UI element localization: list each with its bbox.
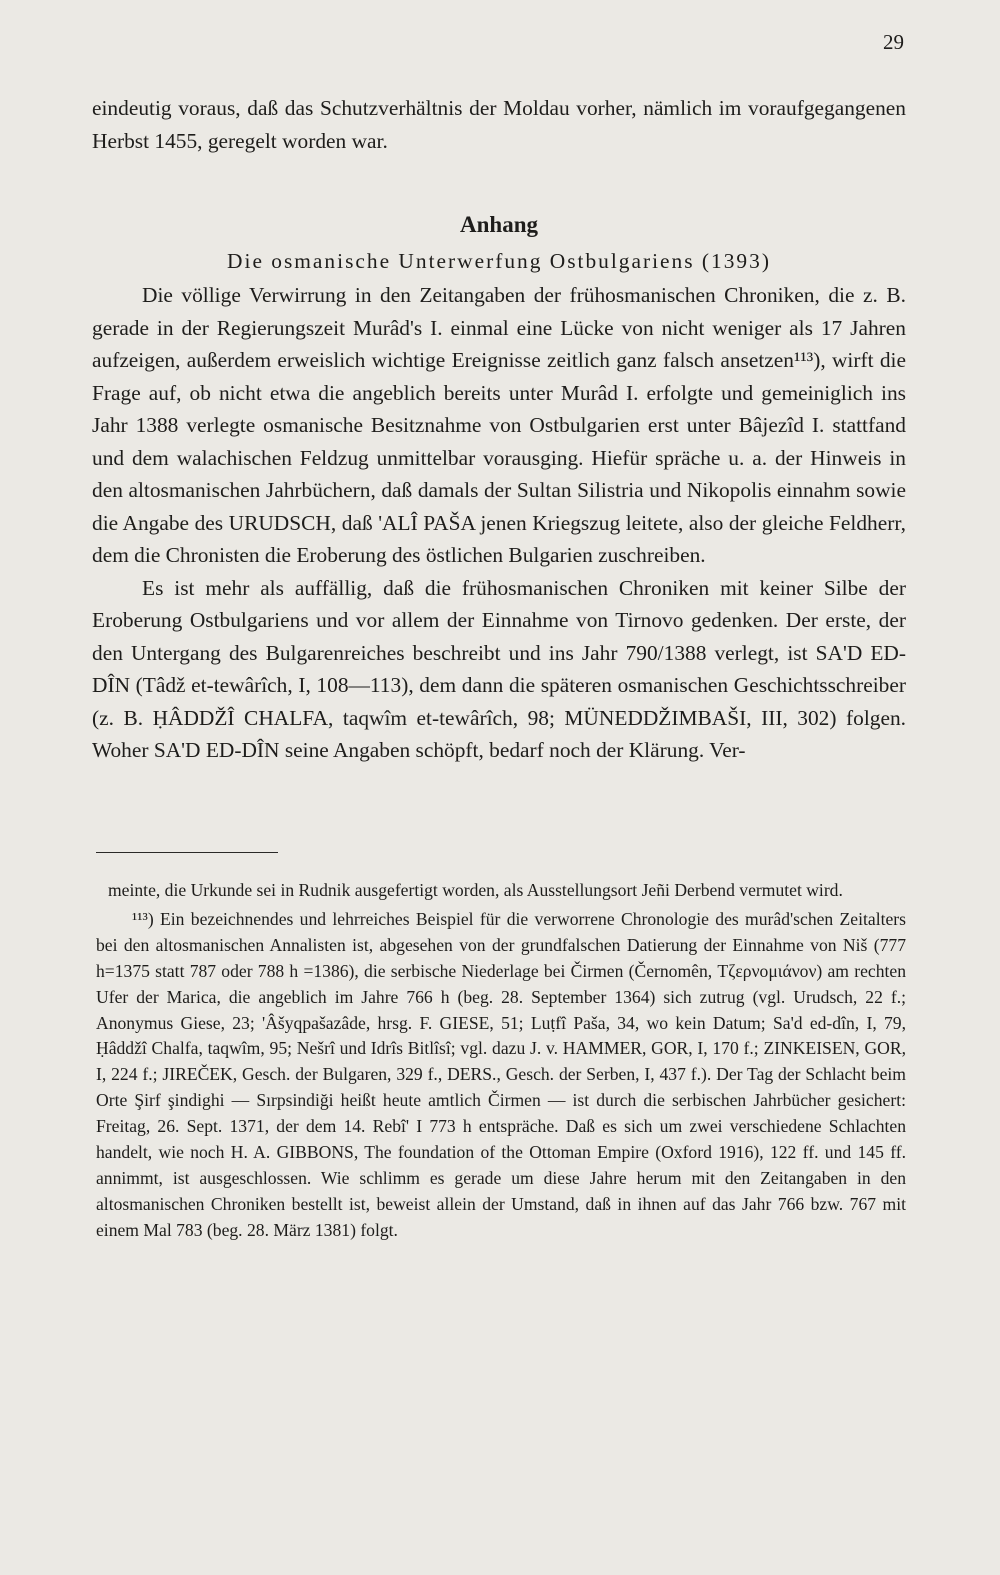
footnote-113: ¹¹³) Ein bezeichnendes und lehrreiches Beispiel für die verworrene Chronologie des murâd'schen Zeitalters bei den altosmanischen Annalisten ist, abgesehen von der grundfalschen Datierung der Einnahme von Niš (777 h=1375 statt 787 oder 788 h =1386), die serbische Niederlage bei Čirmen (Černomên, Τζερνομιάνον) am rechten Ufer der Marica, die angeblich im Jahre 766 h (beg. 28. September 1364) sich zutrug (vgl. Urudsch, 22 f.; Anonymus Giese, 23; 'Âšyqpašazâde, hrsg. F. GIESE, 51; Luṭfî Paša, 34, wo kein Datum; Sa'd ed-dîn, I, 79, Ḥâddžî Chalfa, taqwîm, 95; Nešrî und Idrîs Bitlîsî; vgl. dazu J. v. HAMMER, GOR, I, 170 f.; ZINKEISEN, GOR, I, 224 f.; JIREČEK, Gesch. der Bulgaren, 329 f., DERS., Gesch. der Serben, I, 437 f.). Der Tag der Schlacht beim Orte Şirf şindighi — Sırpsindiği heißt heute amtlich Čirmen — ist durch die serbischen Jahrbücher gesichert: Freitag, 26. Sept. 1371, der dem 14. Rebî' I 773 h entspräche. Daß es sich um zwei verschiedene Schlachten handelt, wie noch H. A. GIBBONS, The foundation of the Ottoman Empire (Oxford 1916), 122 ff. und 145 ff. annimmt, ist ausgeschlossen. Wie schlimm es gerade um diese Jahre herum mit den Zeitangaben in den altosmanischen Chroniken bestellt ist, beweist allein der Umstand, daß in ihnen auf das Jahr 766 bzw. 767 mit einem Mal 783 (beg. 28. März 1381) folgt. [96, 908, 906, 1240]
section-heading: Anhang [460, 212, 538, 237]
footnote-separator [96, 852, 278, 853]
main-text [92, 92, 906, 767]
paragraph-1: Die völlige Verwirrung in den Zeitangaben der frühosmanischen Chroniken, die z. B. gerade in der Regierungszeit Murâd's I. einmal eine Lücke von nicht weniger als 17 Jahren aufzeigen, außerdem erweislich wichtige Ereignisse zeitlich ganz falsch ansetzen¹¹³), wirft die Frage auf, ob nicht etwa die angeblich bereits unter Murâd I. erfolgte und gemeiniglich ins Jahr 1388 verlegte osmanische Besitznahme von Ostbulgarien erst unter Bâjezîd I. stattfand und dem walachischen Feldzug unmittelbar vorausging. Hiefür spräche u. a. der Hinweis in den altosmanischen Jahrbüchern, daß damals der Sultan Silistria und Nikopolis einnahm sowie die Angabe des URUDSCH, daß 'ALÎ PAŠA jenen Kriegszug leitete, also der gleiche Feldherr, dem die Chronisten die Eroberung des östlichen Bulgarien zuschreiben. [92, 283, 906, 567]
footnote-continued: meinte, die Urkunde sei in Rudnik ausgefertigt worden, als Ausstellungsort Jeñi Derbend vermutet wird. [108, 880, 843, 900]
footnotes [96, 878, 906, 1244]
page-number: 29 [883, 30, 904, 54]
intro-paragraph: eindeutig voraus, daß das Schutzverhältnis der Moldau vorher, nämlich im voraufgegangenen Herbst 1455, geregelt worden war. [92, 96, 906, 153]
paragraph-2: Es ist mehr als auffällig, daß die frühosmanischen Chroniken mit keiner Silbe der Eroberung Ostbulgariens und vor allem der Einnahme von Tirnovo gedenken. Der erste, der den Untergang des Bulgarenreiches beschreibt und ins Jahr 790/1388 verlegt, ist SA'D ED-DÎN (Tâdž et-tewârîch, I, 108—113), dem dann die späteren osmanischen Geschichtsschreiber (z. B. ḤÂDDŽÎ CHALFA, taqwîm et-tewârîch, 98; MÜNEDDŽIMBAŠI, III, 302) folgen. Woher SA'D ED-DÎN seine Angaben schöpft, bedarf noch der Klärung. Ver- [92, 575, 906, 762]
section-subheading: Die osmanische Unterwerfung Ostbulgariens (1393) [227, 249, 771, 273]
